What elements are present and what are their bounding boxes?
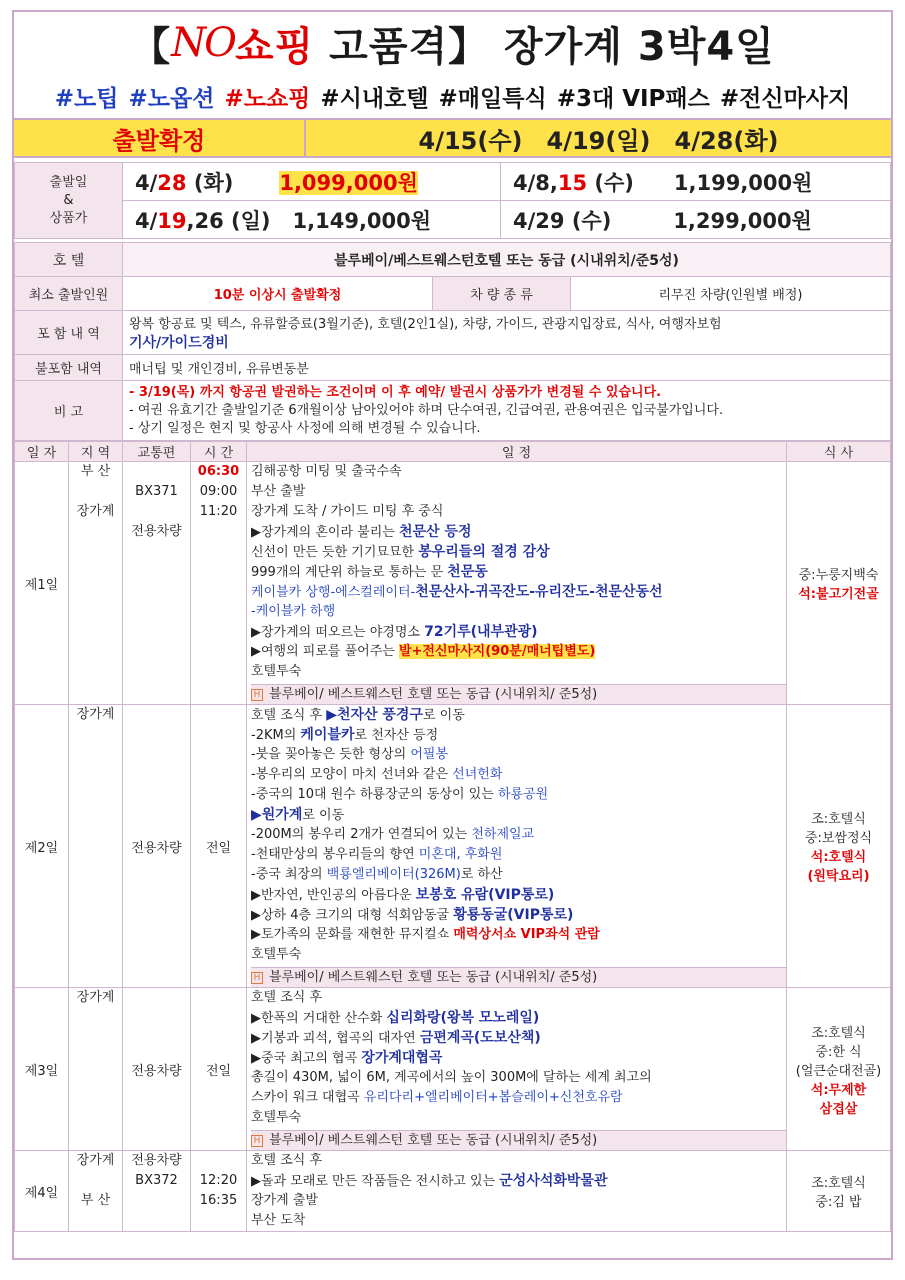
confirmed-dates bbox=[306, 120, 891, 156]
price-table bbox=[14, 162, 891, 239]
price-row bbox=[15, 201, 891, 239]
price-cell: 4/8,15 (수) 1,199,000원 bbox=[501, 163, 891, 201]
meal-cell: 조:호텔식 중:한 식 (얼큰순대전골) 석:무제한 삼겹살 bbox=[787, 988, 891, 1151]
itinerary-header: 일 자 지 역 교통편 시 간 일 정 식 사 bbox=[15, 442, 891, 462]
best-price: 1,099,000원 bbox=[279, 170, 418, 195]
tag-no-shopping: #노쇼핑 bbox=[224, 85, 311, 112]
schedule-cell: 김해공항 미팅 및 출국수속 부산 출발 장가계 도착 / 가이드 미팅 후 중식 ▶장가계의 혼이라 불리는 천문산 등정 신선이 만든 듯한 기기묘묘한 봉우리들의 절경 감상 999개의 계단위 하늘로 통하는 문 천문동 케이블카 상행-에스컬레이터-천문산사-귀곡잔도-유리잔도-천문산동선 -케이블카 하행 ▶장가계의 떠오르는 야경명소 72기루(내부관광) ▶여행의 피로를 풀어주는 발+전신마사지(90분/매너팁별도) 호텔투숙 H 블루베이/ 베스트웨스턴 호텔 또는 동급 (시내위치/ 준5성) bbox=[247, 462, 787, 705]
title-rest: 고품격】 장가계 3박4일 bbox=[314, 23, 775, 70]
price-cell: 4/19,26 (일) 1,149,000원 bbox=[123, 201, 501, 239]
itinerary-table bbox=[14, 441, 891, 1232]
exclude-row: 불포함 내역 매너팁 및 개인경비, 유류변동분 bbox=[15, 355, 891, 381]
day-label: 제2일 bbox=[15, 705, 69, 988]
tag-massage: #전신마사지 bbox=[719, 85, 851, 112]
confirmed-date: 4/19(일) bbox=[546, 126, 651, 155]
title-bracket: 【 bbox=[130, 23, 172, 70]
info-table bbox=[14, 242, 891, 441]
title-no: NO bbox=[171, 20, 235, 66]
day-label: 제3일 bbox=[15, 988, 69, 1151]
confirmed-date: 4/28(화) bbox=[674, 126, 779, 155]
schedule-cell: 호텔 조식 후 ▶한폭의 거대한 산수화 십리화랑(왕복 모노레일) ▶기봉과 괴석, 협곡의 대자연 금편계곡(도보산책) ▶중국 최고의 협곡 장가계대협곡 총길이 430M, 넓이 6M, 계곡에서의 높이 300M에 달하는 세계 최고의 스카이 워크 대협곡 유리다리+엘리베이터+봅슬레이+신천호유람 호텔투숙 H 블루베이/ 베스트웨스턴 호텔 또는 동급 (시내위치/ 준5성) bbox=[247, 988, 787, 1151]
tag-downtown-hotel: #시내호텔 bbox=[320, 85, 429, 112]
schedule-cell: 호텔 조식 후 ▶돌과 모래로 만든 작품들은 전시하고 있는 군성사석화박물관 장가계 출발 부산 도착 bbox=[247, 1151, 787, 1232]
hotel-note: H 블루베이/ 베스트웨스턴 호텔 또는 동급 (시내위치/ 준5성) bbox=[251, 1130, 786, 1150]
hotel-note: H 블루베이/ 베스트웨스턴 호텔 또는 동급 (시내위치/ 준5성) bbox=[251, 967, 786, 987]
day-label: 제4일 bbox=[15, 1151, 69, 1232]
meal-cell: 조:호텔식 중:김 밥 bbox=[787, 1151, 891, 1232]
confirmed-date: 4/15(수) bbox=[418, 126, 523, 155]
confirmed-label: 출발확정 bbox=[14, 120, 306, 156]
tag-daily-special: #매일특식 bbox=[438, 85, 547, 112]
tag-no-option: #노옵션 bbox=[128, 85, 215, 112]
price-row bbox=[15, 163, 891, 201]
day-row: 제1일 부 산 장가계 BX371 전용차량 06:30 09:00 11:20 김해공항 미팅 및 출국수속 부산 출발 장가계 도착 / 가이드 미팅 후 중식 ▶장가계의 혼이라 불리는 천문산 등정 신선이 만든 듯한 기기묘묘한 봉우리들의 절경 감상 999개의 계단위 하늘로 통하는 문 천문동 케이블카 상행-에스컬레이터-천문산사-귀곡잔도-유리잔도-천문산동선 -케이블카 하행 ▶장가계의 떠오르는 야경명소 72기루(내부관광) ▶여행의 피로를 풀어주는 발+전신마사지(90분/매너팁별도) 호텔투숙 H 블루베이/ 베스트웨스턴 호텔 또는 동급 (시내위치/ 준5성) 중:누룽지백숙 석:불고기전골 bbox=[15, 462, 891, 705]
notes-row: 비 고 - 3/19(목) 까지 항공권 발권하는 조건이며 이 후 예약/ 발권시 상품가가 변경될 수 있습니다. - 여권 유효기간 출발일기준 6개월이상 남아있어야 하며 단수여권, 긴급여권, 관용여권은 입국불가입니다. - 상기 일정은 현지 및 항공사 사정에 의해 변경될 수 있습니다. bbox=[15, 381, 891, 441]
departure-confirmed-bar bbox=[14, 118, 891, 158]
day-row: 제3일 장가계 전용차량 전일 호텔 조식 후 ▶한폭의 거대한 산수화 십리화랑(왕복 모노레일) ▶기봉과 괴석, 협곡의 대자연 금편계곡(도보산책) ▶중국 최고의 협곡 장가계대협곡 총길이 430M, 넓이 6M, 계곡에서의 높이 300M에 달하는 세계 최고의 스카이 워크 대협곡 유리다리+엘리베이터+봅슬레이+신천호유람 호텔투숙 H 블루베이/ 베스트웨스턴 호텔 또는 동급 (시내위치/ 준5성) 조:호텔식 중:한 식 (얼큰순대전골) 석:무제한 삼겹살 bbox=[15, 988, 891, 1151]
meal-cell: 조:호텔식 중:보쌈정식 석:호텔식 (원탁요리) bbox=[787, 705, 891, 988]
page-title bbox=[14, 12, 891, 74]
hotel-icon: H bbox=[251, 1135, 263, 1147]
hotel-icon: H bbox=[251, 689, 263, 701]
day-label: 제1일 bbox=[15, 462, 69, 705]
hashtag-row bbox=[14, 74, 891, 118]
price-label: 출발일 & 상품가 bbox=[15, 163, 123, 239]
tag-vip-pass: #3대 VIP패스 bbox=[556, 85, 710, 112]
tag-no-tip: #노팁 bbox=[54, 85, 119, 112]
meal-cell: 중:누룽지백숙 석:불고기전골 bbox=[787, 462, 891, 705]
hotel-icon: H bbox=[251, 972, 263, 984]
min-row: 최소 출발인원 10분 이상시 출발확정 차 량 종 류 리무진 차량(인원별 배정) bbox=[15, 277, 891, 311]
hotel-note: H 블루베이/ 베스트웨스턴 호텔 또는 동급 (시내위치/ 준5성) bbox=[251, 684, 786, 704]
day-row: 제2일 장가계 전용차량 전일 호텔 조식 후 ▶천자산 풍경구로 이동 -2KM의 케이블카로 천자산 등정 -붓을 꽂아놓은 듯한 형상의 어필봉 -봉우리의 모양이 마치 선녀와 같은 선녀헌화 -중국의 10대 원수 하룡장군의 동상이 있는 하룡공원 ▶원가계로 이동 -200M의 봉우리 2개가 연결되어 있는 천하제일교 -천태만상의 봉우리들의 향연 미혼대, 후화원 -중국 최장의 백룡엘리베이터(326M)로 하산 ▶반자연, 반인공의 아름다운 보봉호 유람(VIP통로) ▶상하 4층 크기의 대형 석회암동굴 황룡동굴(VIP통로) ▶토가족의 문화를 재현한 뮤지컬쇼 매력상서쇼 VIP좌석 관람 호텔투숙 H 블루베이/ 베스트웨스턴 호텔 또는 동급 (시내위치/ 준5성) 조:호텔식 중:보쌈정식 석:호텔식 (원탁요리) bbox=[15, 705, 891, 988]
schedule-cell: 호텔 조식 후 ▶천자산 풍경구로 이동 -2KM의 케이블카로 천자산 등정 -붓을 꽂아놓은 듯한 형상의 어필봉 -봉우리의 모양이 마치 선녀와 같은 선녀헌화 -중국의 10대 원수 하룡장군의 동상이 있는 하룡공원 ▶원가계로 이동 -200M의 봉우리 2개가 연결되어 있는 천하제일교 -천태만상의 봉우리들의 향연 미혼대, 후화원 -중국 최장의 백룡엘리베이터(326M)로 하산 ▶반자연, 반인공의 아름다운 보봉호 유람(VIP통로) ▶상하 4층 크기의 대형 석회암동굴 황룡동굴(VIP통로) ▶토가족의 문화를 재현한 뮤지컬쇼 매력상서쇼 VIP좌석 관람 호텔투숙 H 블루베이/ 베스트웨스턴 호텔 또는 동급 (시내위치/ 준5성) bbox=[247, 705, 787, 988]
price-cell: 4/28 (화) 1,099,000원 bbox=[123, 163, 501, 201]
hotel-row: 호 텔 블루베이/베스트웨스턴호텔 또는 동급 (시내위치/준5성) bbox=[15, 243, 891, 277]
title-shopping: 쇼핑 bbox=[234, 23, 315, 70]
price-cell: 4/29 (수) 1,299,000원 bbox=[501, 201, 891, 239]
tour-flyer bbox=[12, 10, 893, 1260]
include-row: 포 함 내 역 왕복 항공료 및 텍스, 유류할증료(3월기준), 호텔(2인1실), 차량, 가이드, 관광지입장료, 식사, 여행자보험 기사/가이드경비 bbox=[15, 311, 891, 355]
day-row: 제4일 장가계 부 산 전용차량 BX372 12:20 16:35 호텔 조식 후 ▶돌과 모래로 만든 작품들은 전시하고 있는 군성사석화박물관 장가계 출발 부산 도착 조:호텔식 중:김 밥 bbox=[15, 1151, 891, 1232]
